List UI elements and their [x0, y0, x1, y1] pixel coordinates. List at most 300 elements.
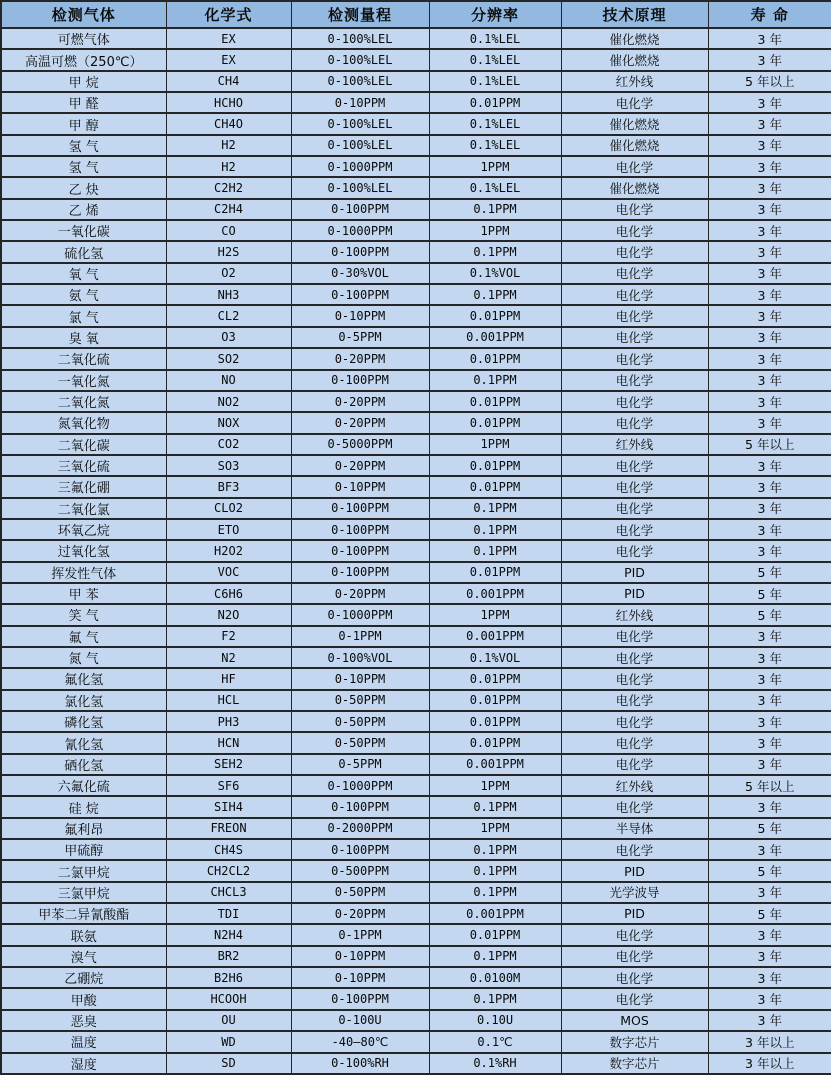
- formula-cell: HCL: [166, 690, 291, 711]
- resolution-cell: 0.1PPM: [429, 946, 561, 967]
- table-row: [1, 1010, 831, 1031]
- lifespan-cell: 3 年: [708, 412, 831, 433]
- lifespan-cell: 3 年: [708, 839, 831, 860]
- gas-name-cell: 甲酸: [1, 988, 166, 1009]
- resolution-cell: 0.1%LEL: [429, 177, 561, 198]
- table-row: [1, 668, 831, 689]
- table-row: [1, 1053, 831, 1075]
- formula-cell: N2: [166, 647, 291, 668]
- range-cell: -40—80℃: [291, 1031, 429, 1052]
- lifespan-cell: 3 年: [708, 284, 831, 305]
- resolution-cell: 1PPM: [429, 434, 561, 455]
- range-cell: 0-100PPM: [291, 839, 429, 860]
- formula-cell: CH4O: [166, 113, 291, 134]
- resolution-cell: 0.1%LEL: [429, 71, 561, 92]
- resolution-cell: 0.1PPM: [429, 199, 561, 220]
- gas-name-cell: 甲硫醇: [1, 839, 166, 860]
- lifespan-cell: 3 年: [708, 305, 831, 326]
- range-cell: 0-10PPM: [291, 967, 429, 988]
- principle-cell: 电化学: [561, 839, 708, 860]
- resolution-cell: 1PPM: [429, 604, 561, 625]
- resolution-cell: 0.1%RH: [429, 1053, 561, 1075]
- formula-cell: C6H6: [166, 583, 291, 604]
- range-cell: 0-100PPM: [291, 796, 429, 817]
- table-row: [1, 796, 831, 817]
- table-row: [1, 284, 831, 305]
- resolution-cell: 0.01PPM: [429, 668, 561, 689]
- formula-cell: SEH2: [166, 754, 291, 775]
- resolution-cell: 0.0100M: [429, 967, 561, 988]
- range-cell: 0-100%LEL: [291, 177, 429, 198]
- resolution-cell: 0.01PPM: [429, 711, 561, 732]
- range-cell: 0-20PPM: [291, 391, 429, 412]
- resolution-cell: 0.01PPM: [429, 305, 561, 326]
- principle-cell: 红外线: [561, 775, 708, 796]
- principle-cell: 电化学: [561, 946, 708, 967]
- principle-cell: 电化学: [561, 690, 708, 711]
- principle-cell: 数字芯片: [561, 1031, 708, 1052]
- range-cell: 0-20PPM: [291, 583, 429, 604]
- range-cell: 0-20PPM: [291, 412, 429, 433]
- range-cell: 0-100%LEL: [291, 28, 429, 49]
- lifespan-cell: 3 年: [708, 690, 831, 711]
- range-cell: 0-1000PPM: [291, 156, 429, 177]
- range-cell: 0-20PPM: [291, 903, 429, 924]
- resolution-cell: 0.1℃: [429, 1031, 561, 1052]
- gas-name-cell: 硅 烷: [1, 796, 166, 817]
- lifespan-cell: 3 年: [708, 626, 831, 647]
- table-row: [1, 455, 831, 476]
- formula-cell: HCOOH: [166, 988, 291, 1009]
- gas-name-cell: 三氧化硫: [1, 455, 166, 476]
- gas-name-cell: 三氯甲烷: [1, 882, 166, 903]
- range-cell: 0-100%RH: [291, 1053, 429, 1075]
- gas-name-cell: 温度: [1, 1031, 166, 1052]
- table-row: [1, 946, 831, 967]
- range-cell: 0-100%LEL: [291, 113, 429, 134]
- formula-cell: CO: [166, 220, 291, 241]
- range-cell: 0-50PPM: [291, 690, 429, 711]
- table-header: [1, 1, 831, 28]
- formula-cell: O2: [166, 263, 291, 284]
- range-cell: 0-50PPM: [291, 732, 429, 753]
- lifespan-cell: 3 年: [708, 476, 831, 497]
- column-header-range: 检测量程: [291, 1, 429, 28]
- column-header-lifespan: 寿 命: [708, 1, 831, 28]
- principle-cell: 电化学: [561, 498, 708, 519]
- formula-cell: CL2: [166, 305, 291, 326]
- principle-cell: 电化学: [561, 924, 708, 945]
- principle-cell: PID: [561, 583, 708, 604]
- table-row: [1, 391, 831, 412]
- table-row: [1, 199, 831, 220]
- resolution-cell: 0.01PPM: [429, 476, 561, 497]
- formula-cell: PH3: [166, 711, 291, 732]
- table-row: [1, 519, 831, 540]
- formula-cell: SO3: [166, 455, 291, 476]
- resolution-cell: 0.1PPM: [429, 519, 561, 540]
- table-row: [1, 241, 831, 262]
- gas-name-cell: 氟 气: [1, 626, 166, 647]
- table-row: [1, 370, 831, 391]
- lifespan-cell: 5 年以上: [708, 434, 831, 455]
- table-row: [1, 562, 831, 583]
- column-header-formula: 化学式: [166, 1, 291, 28]
- formula-cell: F2: [166, 626, 291, 647]
- formula-cell: SD: [166, 1053, 291, 1075]
- resolution-cell: 1PPM: [429, 156, 561, 177]
- principle-cell: 数字芯片: [561, 1053, 708, 1075]
- range-cell: 0-10PPM: [291, 476, 429, 497]
- principle-cell: PID: [561, 562, 708, 583]
- formula-cell: SIH4: [166, 796, 291, 817]
- principle-cell: 催化燃烧: [561, 113, 708, 134]
- lifespan-cell: 3 年: [708, 49, 831, 70]
- formula-cell: CH4S: [166, 839, 291, 860]
- table-row: [1, 92, 831, 113]
- formula-cell: C2H4: [166, 199, 291, 220]
- range-cell: 0-100%LEL: [291, 71, 429, 92]
- principle-cell: MOS: [561, 1010, 708, 1031]
- lifespan-cell: 3 年: [708, 647, 831, 668]
- range-cell: 0-10PPM: [291, 668, 429, 689]
- table-row: [1, 28, 831, 49]
- principle-cell: 催化燃烧: [561, 28, 708, 49]
- table-row: [1, 647, 831, 668]
- range-cell: 0-100PPM: [291, 562, 429, 583]
- principle-cell: 电化学: [561, 647, 708, 668]
- range-cell: 0-1PPM: [291, 626, 429, 647]
- resolution-cell: 0.001PPM: [429, 583, 561, 604]
- gas-name-cell: 氢 气: [1, 135, 166, 156]
- table-row: [1, 434, 831, 455]
- principle-cell: 电化学: [561, 92, 708, 113]
- gas-name-cell: 氮 气: [1, 647, 166, 668]
- resolution-cell: 0.01PPM: [429, 924, 561, 945]
- resolution-cell: 1PPM: [429, 775, 561, 796]
- lifespan-cell: 3 年: [708, 177, 831, 198]
- formula-cell: O3: [166, 327, 291, 348]
- resolution-cell: 0.1PPM: [429, 498, 561, 519]
- gas-name-cell: 氯化氢: [1, 690, 166, 711]
- formula-cell: SF6: [166, 775, 291, 796]
- lifespan-cell: 3 年: [708, 220, 831, 241]
- resolution-cell: 0.01PPM: [429, 690, 561, 711]
- gas-name-cell: 氢 气: [1, 156, 166, 177]
- principle-cell: 电化学: [561, 967, 708, 988]
- lifespan-cell: 3 年: [708, 156, 831, 177]
- resolution-cell: 1PPM: [429, 220, 561, 241]
- principle-cell: 电化学: [561, 348, 708, 369]
- range-cell: 0-100PPM: [291, 540, 429, 561]
- table-row: [1, 903, 831, 924]
- range-cell: 0-100PPM: [291, 498, 429, 519]
- lifespan-cell: 3 年: [708, 540, 831, 561]
- table-row: [1, 263, 831, 284]
- range-cell: 0-100U: [291, 1010, 429, 1031]
- resolution-cell: 0.1%VOL: [429, 263, 561, 284]
- range-cell: 0-10PPM: [291, 305, 429, 326]
- principle-cell: 电化学: [561, 476, 708, 497]
- principle-cell: 催化燃烧: [561, 49, 708, 70]
- principle-cell: 红外线: [561, 434, 708, 455]
- resolution-cell: 0.10U: [429, 1010, 561, 1031]
- principle-cell: 电化学: [561, 284, 708, 305]
- table-row: [1, 818, 831, 839]
- lifespan-cell: 3 年: [708, 882, 831, 903]
- principle-cell: 电化学: [561, 732, 708, 753]
- gas-name-cell: 臭 氧: [1, 327, 166, 348]
- lifespan-cell: 3 年: [708, 92, 831, 113]
- formula-cell: EX: [166, 49, 291, 70]
- range-cell: 0-100PPM: [291, 241, 429, 262]
- gas-name-cell: 高温可燃（250℃）: [1, 49, 166, 70]
- table-row: [1, 49, 831, 70]
- principle-cell: 电化学: [561, 241, 708, 262]
- resolution-cell: 0.001PPM: [429, 754, 561, 775]
- lifespan-cell: 3 年: [708, 924, 831, 945]
- formula-cell: H2O2: [166, 540, 291, 561]
- gas-name-cell: 甲 苯: [1, 583, 166, 604]
- formula-cell: EX: [166, 28, 291, 49]
- range-cell: 0-30%VOL: [291, 263, 429, 284]
- lifespan-cell: 3 年: [708, 370, 831, 391]
- formula-cell: H2: [166, 156, 291, 177]
- principle-cell: 催化燃烧: [561, 177, 708, 198]
- table-row: [1, 732, 831, 753]
- gas-name-cell: 笑 气: [1, 604, 166, 625]
- table-row: [1, 583, 831, 604]
- formula-cell: N2H4: [166, 924, 291, 945]
- header-row: [1, 1, 831, 28]
- lifespan-cell: 5 年: [708, 562, 831, 583]
- lifespan-cell: 5 年: [708, 604, 831, 625]
- range-cell: 0-50PPM: [291, 711, 429, 732]
- table-row: [1, 860, 831, 881]
- table-row: [1, 220, 831, 241]
- gas-name-cell: 可燃气体: [1, 28, 166, 49]
- gas-name-cell: 过氧化氢: [1, 540, 166, 561]
- table-row: [1, 604, 831, 625]
- principle-cell: 电化学: [561, 540, 708, 561]
- resolution-cell: 0.1PPM: [429, 882, 561, 903]
- range-cell: 0-1000PPM: [291, 775, 429, 796]
- principle-cell: 电化学: [561, 412, 708, 433]
- formula-cell: NO: [166, 370, 291, 391]
- lifespan-cell: 3 年: [708, 946, 831, 967]
- range-cell: 0-100PPM: [291, 519, 429, 540]
- table-row: [1, 305, 831, 326]
- principle-cell: 电化学: [561, 796, 708, 817]
- resolution-cell: 0.1PPM: [429, 839, 561, 860]
- table-row: [1, 754, 831, 775]
- principle-cell: PID: [561, 903, 708, 924]
- formula-cell: C2H2: [166, 177, 291, 198]
- gas-name-cell: 二氯甲烷: [1, 860, 166, 881]
- formula-cell: BF3: [166, 476, 291, 497]
- principle-cell: 半导体: [561, 818, 708, 839]
- lifespan-cell: 3 年: [708, 455, 831, 476]
- lifespan-cell: 3 年: [708, 1010, 831, 1031]
- table-row: [1, 1031, 831, 1052]
- range-cell: 0-100PPM: [291, 988, 429, 1009]
- gas-name-cell: 氮氧化物: [1, 412, 166, 433]
- range-cell: 0-500PPM: [291, 860, 429, 881]
- range-cell: 0-100PPM: [291, 370, 429, 391]
- lifespan-cell: 3 年以上: [708, 1053, 831, 1075]
- gas-name-cell: 一氧化碳: [1, 220, 166, 241]
- gas-name-cell: 挥发性气体: [1, 562, 166, 583]
- lifespan-cell: 3 年: [708, 135, 831, 156]
- resolution-cell: 0.1PPM: [429, 988, 561, 1009]
- range-cell: 0-20PPM: [291, 455, 429, 476]
- table-row: [1, 327, 831, 348]
- formula-cell: BR2: [166, 946, 291, 967]
- lifespan-cell: 3 年: [708, 263, 831, 284]
- lifespan-cell: 3 年: [708, 732, 831, 753]
- formula-cell: WD: [166, 1031, 291, 1052]
- resolution-cell: 0.1PPM: [429, 796, 561, 817]
- formula-cell: NH3: [166, 284, 291, 305]
- gas-name-cell: 环氧乙烷: [1, 519, 166, 540]
- principle-cell: 红外线: [561, 71, 708, 92]
- formula-cell: H2S: [166, 241, 291, 262]
- formula-cell: CH2CL2: [166, 860, 291, 881]
- resolution-cell: 0.001PPM: [429, 327, 561, 348]
- resolution-cell: 0.01PPM: [429, 412, 561, 433]
- resolution-cell: 0.1%VOL: [429, 647, 561, 668]
- gas-name-cell: 乙硼烷: [1, 967, 166, 988]
- resolution-cell: 1PPM: [429, 818, 561, 839]
- table-row: [1, 113, 831, 134]
- principle-cell: 电化学: [561, 668, 708, 689]
- formula-cell: FREON: [166, 818, 291, 839]
- range-cell: 0-5000PPM: [291, 434, 429, 455]
- formula-cell: CH4: [166, 71, 291, 92]
- resolution-cell: 0.001PPM: [429, 626, 561, 647]
- formula-cell: OU: [166, 1010, 291, 1031]
- table-row: [1, 775, 831, 796]
- lifespan-cell: 3 年: [708, 796, 831, 817]
- formula-cell: HCN: [166, 732, 291, 753]
- principle-cell: 电化学: [561, 263, 708, 284]
- principle-cell: 光学波导: [561, 882, 708, 903]
- principle-cell: 电化学: [561, 327, 708, 348]
- formula-cell: CO2: [166, 434, 291, 455]
- resolution-cell: 0.01PPM: [429, 92, 561, 113]
- lifespan-cell: 3 年: [708, 754, 831, 775]
- principle-cell: 电化学: [561, 754, 708, 775]
- formula-cell: VOC: [166, 562, 291, 583]
- gas-name-cell: 甲 烷: [1, 71, 166, 92]
- resolution-cell: 0.01PPM: [429, 562, 561, 583]
- lifespan-cell: 3 年: [708, 668, 831, 689]
- gas-name-cell: 氧 气: [1, 263, 166, 284]
- resolution-cell: 0.01PPM: [429, 391, 561, 412]
- gas-name-cell: 乙 炔: [1, 177, 166, 198]
- formula-cell: B2H6: [166, 967, 291, 988]
- lifespan-cell: 3 年: [708, 498, 831, 519]
- principle-cell: 电化学: [561, 988, 708, 1009]
- resolution-cell: 0.1PPM: [429, 284, 561, 305]
- table-row: [1, 839, 831, 860]
- lifespan-cell: 5 年: [708, 818, 831, 839]
- table-row: [1, 348, 831, 369]
- lifespan-cell: 5 年以上: [708, 71, 831, 92]
- resolution-cell: 0.1PPM: [429, 370, 561, 391]
- range-cell: 0-100PPM: [291, 284, 429, 305]
- lifespan-cell: 3 年: [708, 327, 831, 348]
- lifespan-cell: 3 年: [708, 28, 831, 49]
- formula-cell: ETO: [166, 519, 291, 540]
- table-row: [1, 690, 831, 711]
- gas-name-cell: 二氧化碳: [1, 434, 166, 455]
- gas-name-cell: 二氧化氯: [1, 498, 166, 519]
- resolution-cell: 0.1%LEL: [429, 49, 561, 70]
- lifespan-cell: 3 年: [708, 711, 831, 732]
- gas-name-cell: 一氧化氮: [1, 370, 166, 391]
- resolution-cell: 0.1%LEL: [429, 28, 561, 49]
- gas-name-cell: 联氨: [1, 924, 166, 945]
- resolution-cell: 0.001PPM: [429, 903, 561, 924]
- formula-cell: N2O: [166, 604, 291, 625]
- resolution-cell: 0.1PPM: [429, 241, 561, 262]
- range-cell: 0-100%VOL: [291, 647, 429, 668]
- principle-cell: 电化学: [561, 220, 708, 241]
- formula-cell: SO2: [166, 348, 291, 369]
- range-cell: 0-20PPM: [291, 348, 429, 369]
- range-cell: 0-1000PPM: [291, 220, 429, 241]
- range-cell: 0-5PPM: [291, 754, 429, 775]
- gas-name-cell: 二氧化氮: [1, 391, 166, 412]
- gas-name-cell: 氨 气: [1, 284, 166, 305]
- gas-name-cell: 二氧化硫: [1, 348, 166, 369]
- range-cell: 0-50PPM: [291, 882, 429, 903]
- lifespan-cell: 5 年: [708, 860, 831, 881]
- table-row: [1, 498, 831, 519]
- gas-name-cell: 六氟化硫: [1, 775, 166, 796]
- gas-name-cell: 溴气: [1, 946, 166, 967]
- formula-cell: HCHO: [166, 92, 291, 113]
- lifespan-cell: 3 年以上: [708, 1031, 831, 1052]
- gas-name-cell: 氯 气: [1, 305, 166, 326]
- resolution-cell: 0.1PPM: [429, 540, 561, 561]
- gas-name-cell: 乙 烯: [1, 199, 166, 220]
- principle-cell: 电化学: [561, 626, 708, 647]
- principle-cell: 电化学: [561, 156, 708, 177]
- gas-name-cell: 氟利昂: [1, 818, 166, 839]
- resolution-cell: 0.01PPM: [429, 455, 561, 476]
- principle-cell: 红外线: [561, 604, 708, 625]
- gas-name-cell: 甲 醛: [1, 92, 166, 113]
- formula-cell: H2: [166, 135, 291, 156]
- gas-name-cell: 硒化氢: [1, 754, 166, 775]
- range-cell: 0-10PPM: [291, 946, 429, 967]
- lifespan-cell: 3 年: [708, 519, 831, 540]
- formula-cell: NO2: [166, 391, 291, 412]
- table-row: [1, 540, 831, 561]
- formula-cell: NOX: [166, 412, 291, 433]
- lifespan-cell: 3 年: [708, 348, 831, 369]
- lifespan-cell: 5 年以上: [708, 775, 831, 796]
- lifespan-cell: 3 年: [708, 967, 831, 988]
- lifespan-cell: 3 年: [708, 988, 831, 1009]
- table-row: [1, 711, 831, 732]
- range-cell: 0-100%LEL: [291, 135, 429, 156]
- range-cell: 0-10PPM: [291, 92, 429, 113]
- table-row: [1, 135, 831, 156]
- column-header-principle: 技术原理: [561, 1, 708, 28]
